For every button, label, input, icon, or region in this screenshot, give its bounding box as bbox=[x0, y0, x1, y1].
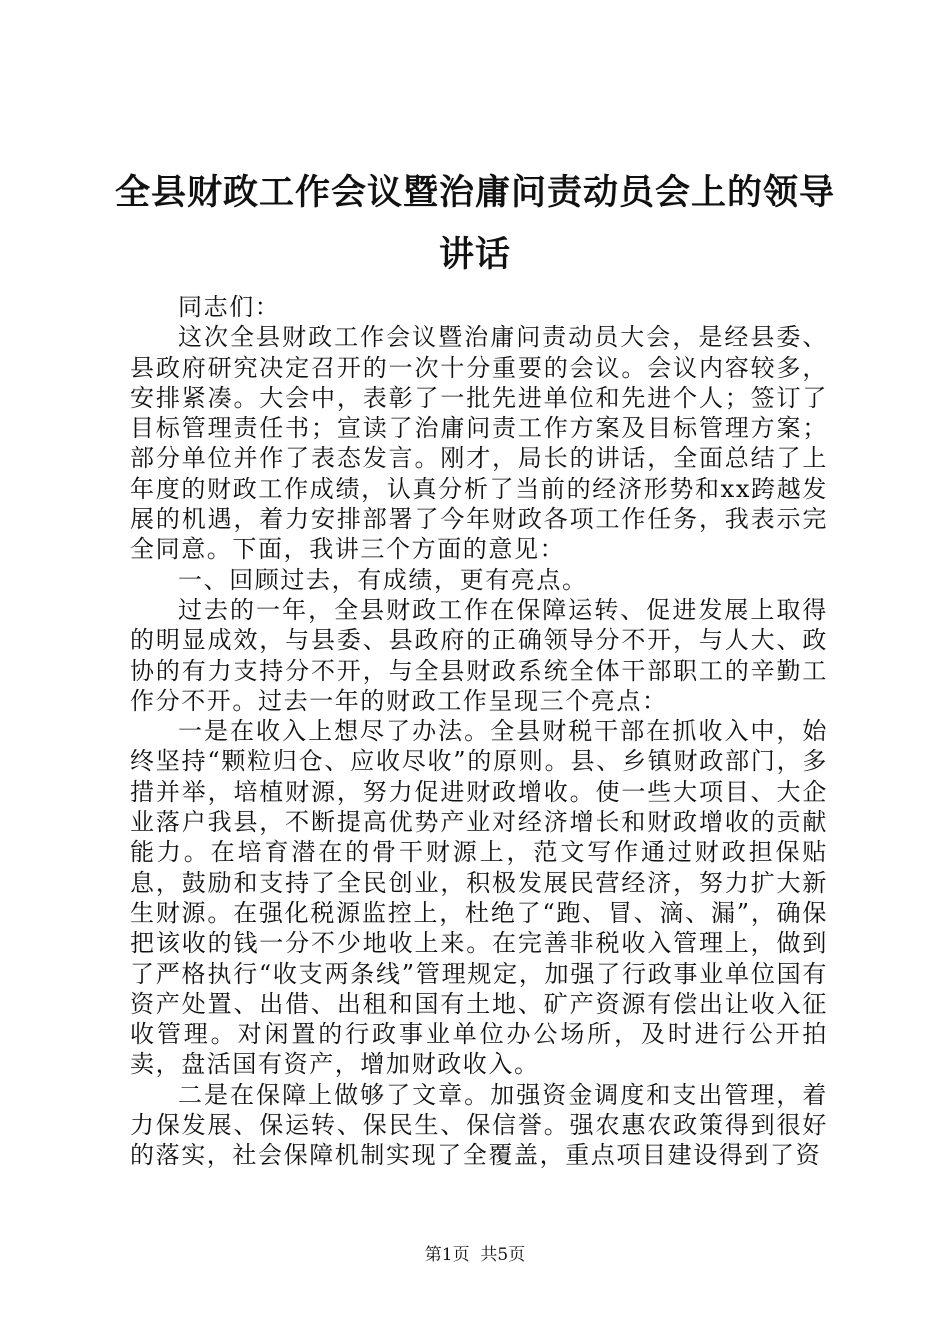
page-total: 共5页 bbox=[480, 1245, 526, 1265]
paragraph-4: 二是在保障上做够了文章。加强资金调度和支出管理，着力保发展、保运转、保民生、保信誉。强农惠农政策得到很好的落实，社会保障机制实现了全覆盖，重点项目建设得到了资 bbox=[130, 1080, 828, 1170]
paragraph-2: 过去的一年，全县财政工作在保障运转、促进发展上取得的明显成效，与县委、县政府的正确领导分不开，与人大、政协的有力支持分不开，与全县财政系统全体干部职工的辛勤工作分不开。过去一年的财政工作呈现三个亮点： bbox=[130, 595, 828, 715]
paragraph-3: 一是在收入上想尽了办法。全县财税干部在抓收入中，始终坚持“颗粒归仓、应收尽收”的原则。县、乡镇财政部门，多措并举，培植财源，努力促进财政增收。使一些大项目、大企业落户我县，不断提高优势产业对经济增长和财政增收的贡献能力。在培育潜在的骨干财源上，范文写作通过财政担保贴息，鼓励和支持了全民创业，积极发展民营经济，努力扩大新生财源。在强化税源监控上，杜绝了“跑、冒、滴、漏”，确保把该收的钱一分不少地收上来。在完善非税收入管理上，做到了严格执行“收支两条线”管理规定，加强了行政事业单位国有资产处置、出借、出租和国有土地、矿产资源有偿出让收入征收管理。对闲置的行政事业单位办公场所，及时进行公开拍卖，盘活国有资产，增加财政收入。 bbox=[130, 717, 828, 1079]
salutation: 同志们： bbox=[178, 293, 281, 321]
paragraph-1: 这次全县财政工作会议暨治庸问责动员大会，是经县委、县政府研究决定召开的一次十分重要的会议。会议内容较多，安排紧凑。大会中，表彰了一批先进单位和先进个人；签订了目标管理责任书；宣读了治庸问责工作方案及目标管理方案；部分单位并作了表态发言。刚才，局长的讲话，全面总结了上年度的财政工作成绩，认真分析了当前的经济形势和xx跨越发展的机遇，着力安排部署了今年财政各项工作任务，我表示完全同意。下面，我讲三个方面的意见： bbox=[130, 323, 828, 564]
document-title: 全县财政工作会议暨治庸问责动员会上的领导讲话 bbox=[114, 172, 835, 275]
page-number: 第1页 bbox=[424, 1245, 470, 1265]
section-heading-1: 一、回顾过去，有成绩，更有亮点。 bbox=[178, 565, 588, 594]
page-footer bbox=[0, 1244, 950, 1266]
document-body bbox=[130, 292, 828, 1171]
